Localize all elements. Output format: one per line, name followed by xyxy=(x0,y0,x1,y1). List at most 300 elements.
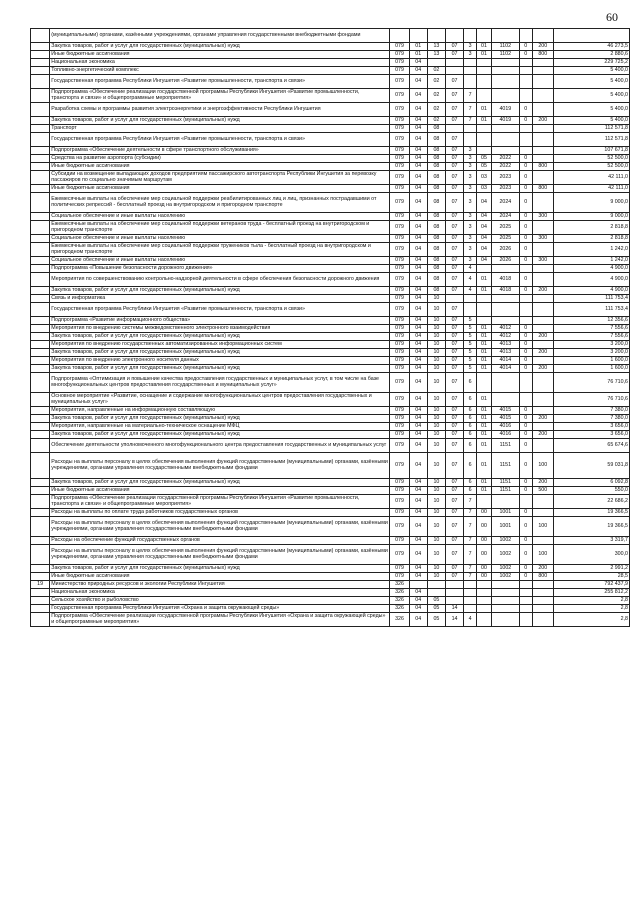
cell-adm: 079 xyxy=(390,479,409,487)
cell-no xyxy=(31,373,50,393)
cell-kind: 200 xyxy=(532,431,553,439)
cell-p3: 01 xyxy=(476,357,491,365)
table-row xyxy=(31,147,630,155)
cell-name: Обеспечение деятельности уполномоченного многофункционального центра предоставления государственных и муниципальных услуг xyxy=(50,439,390,453)
table-row xyxy=(31,43,630,51)
cell-sec: 04 xyxy=(409,171,427,185)
cell-item xyxy=(491,147,519,155)
cell-p1: 14 xyxy=(445,613,463,627)
cell-adm: 079 xyxy=(390,303,409,317)
cell-p2: 5 xyxy=(464,349,477,357)
cell-vr: 0 xyxy=(519,439,532,453)
cell-sec: 01 xyxy=(409,51,427,59)
cell-item: 2024 xyxy=(491,213,519,221)
cell-no xyxy=(31,163,50,171)
cell-sec: 04 xyxy=(409,163,427,171)
cell-sum: 2 991,2 xyxy=(553,565,629,573)
cell-sec: 04 xyxy=(409,235,427,243)
cell-p2: 4 xyxy=(464,265,477,273)
cell-sum: 111 753,4 xyxy=(553,295,629,303)
cell-name: Мероприятия по внедрению государственных автоматизированных информационных систем xyxy=(50,341,390,349)
cell-kind xyxy=(532,439,553,453)
cell-p2: 6 xyxy=(464,415,477,423)
cell-p3: 01 xyxy=(476,51,491,59)
cell-sum: 7 556,6 xyxy=(553,333,629,341)
cell-p1: 07 xyxy=(445,365,463,373)
cell-name: Закупка товаров, работ и услуг для государственных (муниципальных) нужд xyxy=(50,287,390,295)
cell-kind: 300 xyxy=(532,235,553,243)
table-row xyxy=(31,597,630,605)
cell-sum: 107 671,8 xyxy=(553,147,629,155)
cell-name: Социальное обеспечение и иные выплаты населению xyxy=(50,257,390,265)
cell-sum: 300,0 xyxy=(553,545,629,565)
cell-sum: 9 000,0 xyxy=(553,213,629,221)
cell-sec xyxy=(409,581,427,589)
cell-sec: 04 xyxy=(409,509,427,517)
cell-item: 4016 xyxy=(491,423,519,431)
cell-kind: 500 xyxy=(532,487,553,495)
cell-adm: 079 xyxy=(390,393,409,407)
cell-no xyxy=(31,185,50,193)
cell-sum: 5 400,0 xyxy=(553,67,629,75)
cell-vr: 0 xyxy=(519,537,532,545)
table-row xyxy=(31,213,630,221)
cell-sub: 08 xyxy=(427,155,445,163)
cell-p1: 14 xyxy=(445,605,463,613)
cell-no xyxy=(31,287,50,295)
cell-p2 xyxy=(464,67,477,75)
cell-sub: 08 xyxy=(427,221,445,235)
cell-p3: 01 xyxy=(476,341,491,349)
cell-sub: 13 xyxy=(427,43,445,51)
cell-sec: 04 xyxy=(409,349,427,357)
cell-p1: 07 xyxy=(445,287,463,295)
cell-no xyxy=(31,43,50,51)
cell-name: Закупка товаров, работ и услуг для государственных (муниципальных) нужд xyxy=(50,117,390,125)
cell-p1: 07 xyxy=(445,213,463,221)
cell-sec: 04 xyxy=(409,133,427,147)
cell-p1: 07 xyxy=(445,545,463,565)
table-row xyxy=(31,171,630,185)
table-row xyxy=(31,163,630,171)
cell-vr: 0 xyxy=(519,235,532,243)
cell-sec: 04 xyxy=(409,89,427,103)
cell-adm: 079 xyxy=(390,325,409,333)
cell-vr: 0 xyxy=(519,573,532,581)
cell-sum: 5 400,0 xyxy=(553,75,629,89)
table-row xyxy=(31,243,630,257)
cell-sec: 04 xyxy=(409,303,427,317)
cell-sum: 52 500,0 xyxy=(553,155,629,163)
cell-kind: 800 xyxy=(532,163,553,171)
cell-item xyxy=(491,59,519,67)
cell-vr xyxy=(519,317,532,325)
cell-kind xyxy=(532,581,553,589)
cell-p2 xyxy=(464,597,477,605)
cell-sub: 10 xyxy=(427,517,445,537)
table-row xyxy=(31,517,630,537)
cell-vr: 0 xyxy=(519,357,532,365)
cell-sub xyxy=(427,581,445,589)
table-row xyxy=(31,67,630,75)
cell-item xyxy=(491,605,519,613)
cell-vr: 0 xyxy=(519,487,532,495)
cell-sec: 04 xyxy=(409,545,427,565)
cell-adm: 079 xyxy=(390,573,409,581)
cell-p1: 07 xyxy=(445,163,463,171)
cell-sec: 01 xyxy=(409,43,427,51)
cell-item: 2025 xyxy=(491,235,519,243)
cell-item xyxy=(491,317,519,325)
cell-kind: 800 xyxy=(532,573,553,581)
cell-vr xyxy=(519,393,532,407)
cell-sec: 04 xyxy=(409,407,427,415)
cell-no xyxy=(31,357,50,365)
cell-adm: 079 xyxy=(390,163,409,171)
cell-kind xyxy=(532,597,553,605)
cell-name: Подпрограмма «Повышение безопасности дорожного движения» xyxy=(50,265,390,273)
cell-adm: 079 xyxy=(390,287,409,295)
cell-sub: 10 xyxy=(427,365,445,373)
cell-p2: 5 xyxy=(464,357,477,365)
cell-vr: 0 xyxy=(519,407,532,415)
cell-p2 xyxy=(464,295,477,303)
cell-adm: 079 xyxy=(390,193,409,213)
cell-adm xyxy=(390,29,409,43)
cell-vr xyxy=(519,89,532,103)
cell-p1: 07 xyxy=(445,565,463,573)
cell-sum: 792 437,9 xyxy=(553,581,629,589)
cell-kind: 200 xyxy=(532,365,553,373)
table-row xyxy=(31,357,630,365)
cell-adm: 079 xyxy=(390,365,409,373)
cell-p1: 07 xyxy=(445,431,463,439)
cell-vr xyxy=(519,147,532,155)
cell-sum: 42 111,0 xyxy=(553,185,629,193)
cell-kind xyxy=(532,341,553,349)
cell-sec: 04 xyxy=(409,265,427,273)
cell-adm: 079 xyxy=(390,565,409,573)
cell-item: 4013 xyxy=(491,349,519,357)
cell-sub xyxy=(427,59,445,67)
cell-name: Средства на развитие аэропорта (субсидии) xyxy=(50,155,390,163)
table-row xyxy=(31,415,630,423)
cell-name: Подпрограмма «Оптимизация и повышение качества предоставления государственных и муниципальных услуг, в том числе на базе многофункциональных центров предоставления государственных и муниципальных услуг» xyxy=(50,373,390,393)
cell-no xyxy=(31,517,50,537)
cell-no xyxy=(31,407,50,415)
cell-p3: 01 xyxy=(476,487,491,495)
cell-item xyxy=(491,495,519,509)
cell-p2: 3 xyxy=(464,193,477,213)
cell-no xyxy=(31,365,50,373)
cell-sum: 229 725,2 xyxy=(553,59,629,67)
cell-sub: 08 xyxy=(427,265,445,273)
cell-sub xyxy=(427,589,445,597)
cell-p1: 07 xyxy=(445,487,463,495)
cell-kind xyxy=(532,67,553,75)
cell-vr xyxy=(519,133,532,147)
cell-no xyxy=(31,589,50,597)
cell-no xyxy=(31,423,50,431)
cell-adm: 079 xyxy=(390,117,409,125)
table-row xyxy=(31,287,630,295)
cell-no: 19 xyxy=(31,581,50,589)
cell-sub: 05 xyxy=(427,597,445,605)
cell-p1: 07 xyxy=(445,349,463,357)
cell-name: Транспорт xyxy=(50,125,390,133)
cell-p3: 04 xyxy=(476,243,491,257)
cell-name: Подпрограмма «Обеспечение деятельности в сфере транспортного обслуживания» xyxy=(50,147,390,155)
cell-sub: 10 xyxy=(427,373,445,393)
cell-adm: 079 xyxy=(390,147,409,155)
cell-p2: 5 xyxy=(464,341,477,349)
cell-p3 xyxy=(476,125,491,133)
cell-item: 4018 xyxy=(491,287,519,295)
cell-p1: 07 xyxy=(445,423,463,431)
cell-sum: 65 674,6 xyxy=(553,439,629,453)
cell-no xyxy=(31,495,50,509)
cell-no xyxy=(31,103,50,117)
cell-kind: 200 xyxy=(532,565,553,573)
cell-adm: 079 xyxy=(390,75,409,89)
cell-no xyxy=(31,317,50,325)
cell-p3 xyxy=(476,67,491,75)
cell-p3 xyxy=(476,589,491,597)
cell-kind: 300 xyxy=(532,213,553,221)
cell-sec: 04 xyxy=(409,487,427,495)
cell-p2: 7 xyxy=(464,495,477,509)
budget-table xyxy=(30,28,630,627)
cell-vr: 0 xyxy=(519,287,532,295)
cell-p1: 07 xyxy=(445,325,463,333)
cell-name: Закупка товаров, работ и услуг для государственных (муниципальных) нужд xyxy=(50,565,390,573)
cell-p3 xyxy=(476,495,491,509)
cell-adm: 079 xyxy=(390,257,409,265)
cell-sub: 08 xyxy=(427,133,445,147)
cell-p3: 00 xyxy=(476,517,491,537)
cell-vr: 0 xyxy=(519,221,532,235)
table-row xyxy=(31,295,630,303)
cell-sub: 10 xyxy=(427,415,445,423)
cell-p2: 5 xyxy=(464,325,477,333)
cell-p3: 01 xyxy=(476,287,491,295)
cell-p3: 01 xyxy=(476,325,491,333)
cell-name: Закупка товаров, работ и услуг для государственных (муниципальных) нужд xyxy=(50,365,390,373)
cell-item: 2026 xyxy=(491,257,519,265)
cell-no xyxy=(31,597,50,605)
cell-sub: 10 xyxy=(427,325,445,333)
cell-sum: 5 400,0 xyxy=(553,103,629,117)
cell-no xyxy=(31,487,50,495)
cell-p3 xyxy=(476,317,491,325)
cell-item xyxy=(491,303,519,317)
cell-adm: 079 xyxy=(390,295,409,303)
cell-p2 xyxy=(464,125,477,133)
cell-kind: 200 xyxy=(532,43,553,51)
cell-adm: 326 xyxy=(390,589,409,597)
cell-sum: 2,8 xyxy=(553,605,629,613)
cell-kind xyxy=(532,605,553,613)
cell-name: Государственная программа Республики Ингушетия «Развитие промышленности, транспорта и связи» xyxy=(50,75,390,89)
cell-kind xyxy=(532,495,553,509)
cell-p1 xyxy=(445,597,463,605)
cell-no xyxy=(31,537,50,545)
cell-kind xyxy=(532,613,553,627)
cell-p2 xyxy=(464,589,477,597)
cell-name: Мероприятия, направленные на информационную составляющую xyxy=(50,407,390,415)
cell-item: 1001 xyxy=(491,509,519,517)
cell-p3: 04 xyxy=(476,193,491,213)
cell-vr: 0 xyxy=(519,163,532,171)
cell-kind xyxy=(532,133,553,147)
cell-sec: 04 xyxy=(409,393,427,407)
cell-sum: 3 656,0 xyxy=(553,423,629,431)
cell-sum: 6 092,8 xyxy=(553,479,629,487)
cell-sub: 10 xyxy=(427,487,445,495)
cell-sec: 04 xyxy=(409,365,427,373)
cell-sum: 3 200,0 xyxy=(553,349,629,357)
table-row xyxy=(31,605,630,613)
cell-adm: 079 xyxy=(390,431,409,439)
cell-sec: 04 xyxy=(409,423,427,431)
cell-sub: 10 xyxy=(427,439,445,453)
table-row xyxy=(31,325,630,333)
cell-item xyxy=(491,581,519,589)
cell-kind xyxy=(532,29,553,43)
table-row xyxy=(31,495,630,509)
cell-p2: 7 xyxy=(464,545,477,565)
table-row xyxy=(31,589,630,597)
cell-adm: 079 xyxy=(390,43,409,51)
cell-sec: 04 xyxy=(409,333,427,341)
cell-p2: 4 xyxy=(464,287,477,295)
cell-name: Ежемесячные выплаты на обеспечение мер социальной поддержки реабилитированных лиц и лиц, признанных пострадавшими от политических репрессий - бесплатный проезд на внутригородском и пригородном транспорте xyxy=(50,193,390,213)
cell-sub: 08 xyxy=(427,185,445,193)
cell-sub: 10 xyxy=(427,545,445,565)
cell-p1 xyxy=(445,589,463,597)
cell-name: Социальное обеспечение и иные выплаты населению xyxy=(50,213,390,221)
cell-sec: 04 xyxy=(409,75,427,89)
cell-p3 xyxy=(476,581,491,589)
cell-item: 2026 xyxy=(491,243,519,257)
cell-p3: 01 xyxy=(476,415,491,423)
cell-kind xyxy=(532,373,553,393)
cell-sum: 42 111,0 xyxy=(553,171,629,185)
cell-p3 xyxy=(476,303,491,317)
cell-sub: 10 xyxy=(427,453,445,479)
cell-p2: 3 xyxy=(464,155,477,163)
cell-p3: 01 xyxy=(476,273,491,287)
table-row xyxy=(31,89,630,103)
cell-vr xyxy=(519,29,532,43)
cell-p3 xyxy=(476,89,491,103)
cell-vr: 0 xyxy=(519,325,532,333)
cell-vr: 0 xyxy=(519,509,532,517)
cell-p3: 01 xyxy=(476,103,491,117)
cell-no xyxy=(31,29,50,43)
cell-adm: 079 xyxy=(390,51,409,59)
cell-no xyxy=(31,415,50,423)
cell-p2: 6 xyxy=(464,393,477,407)
cell-p3 xyxy=(476,373,491,393)
cell-adm: 079 xyxy=(390,59,409,67)
cell-sec: 04 xyxy=(409,373,427,393)
cell-vr: 0 xyxy=(519,117,532,125)
cell-item: 4016 xyxy=(491,431,519,439)
cell-p2: 7 xyxy=(464,103,477,117)
cell-sub: 08 xyxy=(427,171,445,185)
table-row xyxy=(31,75,630,89)
cell-name: Расходы на выплаты персоналу в целях обеспечения выполнения функций государственными (муниципальными) органами, казёнными учреждениями, органами управления государственными внебюджетными фондами xyxy=(50,453,390,479)
cell-sub: 05 xyxy=(427,613,445,627)
cell-sec: 04 xyxy=(409,125,427,133)
cell-p1 xyxy=(445,295,463,303)
cell-p3: 01 xyxy=(476,43,491,51)
cell-sub: 10 xyxy=(427,407,445,415)
cell-no xyxy=(31,333,50,341)
cell-sub: 10 xyxy=(427,357,445,365)
cell-sum: 12 356,6 xyxy=(553,317,629,325)
cell-item: 2022 xyxy=(491,155,519,163)
cell-adm: 079 xyxy=(390,103,409,117)
cell-p2: 6 xyxy=(464,407,477,415)
cell-p2: 3 xyxy=(464,185,477,193)
cell-p3: 01 xyxy=(476,407,491,415)
cell-no xyxy=(31,155,50,163)
cell-vr: 0 xyxy=(519,545,532,565)
cell-p3 xyxy=(476,59,491,67)
table-row xyxy=(31,235,630,243)
cell-p3: 04 xyxy=(476,257,491,265)
cell-p2: 3 xyxy=(464,171,477,185)
cell-p2: 3 xyxy=(464,163,477,171)
cell-no xyxy=(31,171,50,185)
cell-item: 2022 xyxy=(491,163,519,171)
cell-p3: 00 xyxy=(476,537,491,545)
page-number: 60 xyxy=(606,10,618,24)
cell-sub: 10 xyxy=(427,565,445,573)
cell-p2: 4 xyxy=(464,613,477,627)
cell-sub: 05 xyxy=(427,605,445,613)
cell-p2: 5 xyxy=(464,317,477,325)
cell-adm: 326 xyxy=(390,613,409,627)
cell-p1: 07 xyxy=(445,537,463,545)
cell-p1: 07 xyxy=(445,317,463,325)
cell-adm: 079 xyxy=(390,317,409,325)
cell-no xyxy=(31,613,50,627)
cell-kind xyxy=(532,589,553,597)
table-row xyxy=(31,365,630,373)
cell-item: 2023 xyxy=(491,185,519,193)
cell-name: Иные бюджетные ассигнования xyxy=(50,163,390,171)
cell-no xyxy=(31,605,50,613)
cell-kind xyxy=(532,537,553,545)
cell-p1: 07 xyxy=(445,439,463,453)
cell-vr: 0 xyxy=(519,423,532,431)
cell-p3: 01 xyxy=(476,117,491,125)
cell-sec: 04 xyxy=(409,67,427,75)
cell-kind xyxy=(532,193,553,213)
cell-vr: 0 xyxy=(519,43,532,51)
table-row xyxy=(31,155,630,163)
cell-sec: 04 xyxy=(409,537,427,545)
cell-vr: 0 xyxy=(519,479,532,487)
table-row xyxy=(31,341,630,349)
cell-p3: 01 xyxy=(476,333,491,341)
cell-kind xyxy=(532,295,553,303)
table-row xyxy=(31,453,630,479)
cell-no xyxy=(31,125,50,133)
